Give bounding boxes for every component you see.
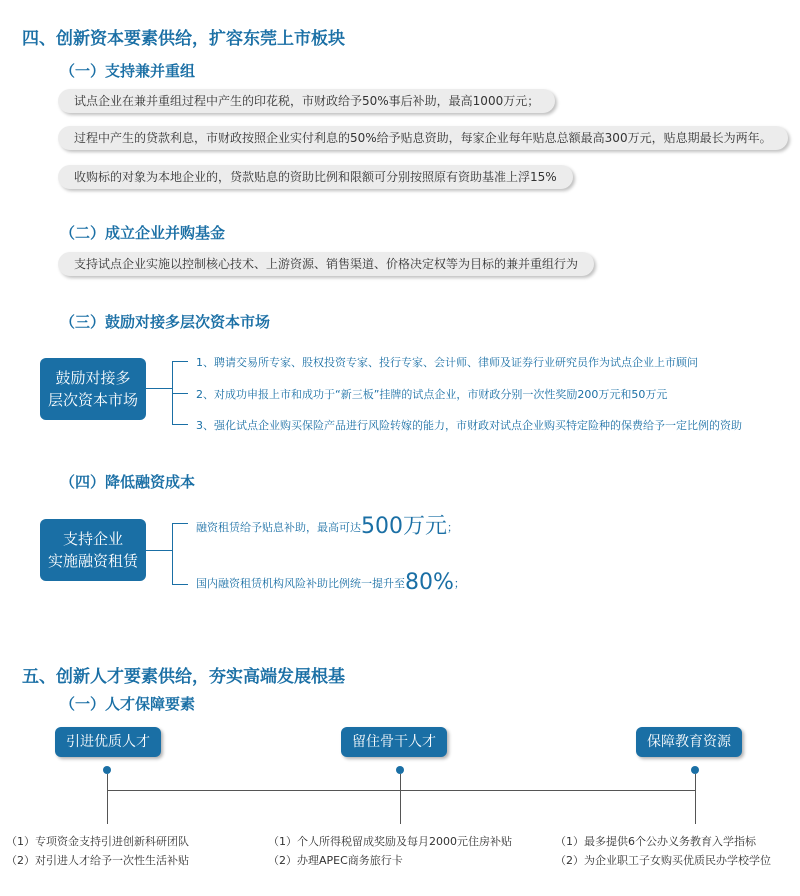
financing-lease-box-line1: 支持企业 — [62, 530, 123, 548]
node-dot — [691, 766, 699, 774]
sub4-item-2-suffix: ； — [453, 577, 465, 590]
section5-title: 五、创新人才要素供给，夯实高端发展根基 — [22, 667, 345, 687]
timeline-drop — [400, 774, 401, 824]
bracket-tick — [172, 361, 188, 362]
section4-title: 四、创新资本要素供给，扩容东莞上市板块 — [22, 29, 345, 49]
sub4-title: （四）降低融资成本 — [60, 473, 196, 491]
node-dot — [103, 766, 111, 774]
sub3-item-2: 2、对成功申报上市和成功于“新三板”挂牌的试点企业，市财政分别一次性奖励200万元和50万元 — [196, 388, 668, 401]
sub3-title: （三）鼓励对接多层次资本市场 — [60, 313, 271, 331]
talent-node-2: 留住骨干人才 — [341, 727, 447, 757]
sub3-item-1: 1、聘请交易所专家、股权投资专家、投行专家、会计师、律师及证券行业研究员作为试点企业上市顾问 — [196, 356, 698, 369]
sub4-item-1-suffix: ； — [447, 521, 458, 534]
node3-note-1: （1）最多提供6个公办义务教育入学指标 — [555, 835, 756, 848]
sub4-item-1-text: 融资租赁给予贴息补助，最高可达 — [196, 521, 361, 534]
sub2-item-1: 支持试点企业实施以控制核心技术、上游资源、销售渠道、价格决定权等为目标的兼并重组行为 — [58, 252, 594, 276]
capital-market-box-line1: 鼓励对接多 — [55, 369, 131, 387]
connector — [146, 550, 172, 551]
bracket-tick — [172, 393, 188, 394]
capital-market-box — [40, 358, 146, 420]
talent-node-1: 引进优质人才 — [55, 727, 161, 757]
capital-market-box-line2: 层次资本市场 — [47, 391, 138, 409]
sub2-title: （二）成立企业并购基金 — [60, 224, 226, 242]
node2-note-1: （1）个人所得税留成奖励及每月2000元住房补贴 — [268, 835, 512, 848]
node-dot — [396, 766, 404, 774]
sub4-item-2-highlight: 80% — [405, 570, 454, 595]
sub3-item-3: 3、强化试点企业购买保险产品进行风险转嫁的能力，市财政对试点企业购买特定险种的保费给予一定比例的资助 — [196, 419, 742, 432]
node1-note-2: （2）对引进人才给予一次性生活补贴 — [6, 854, 189, 867]
node2-note-2: （2）办理APEC商务旅行卡 — [268, 854, 403, 867]
sub4-item-1 — [196, 509, 458, 540]
talent-node-3: 保障教育资源 — [636, 727, 742, 757]
talent-sub-title: （一）人才保障要素 — [60, 695, 196, 713]
bracket-tick — [172, 424, 188, 425]
connector — [146, 388, 172, 389]
timeline-drop — [695, 774, 696, 824]
sub1-item-3: 收购标的对象为本地企业的，贷款贴息的资助比例和限额可分别按照原有资助基准上浮15% — [58, 165, 573, 189]
sub1-title: （一）支持兼并重组 — [60, 62, 196, 80]
bracket-line — [172, 523, 173, 584]
financing-lease-box — [40, 519, 146, 581]
sub4-item-2-text: 国内融资租赁机构风险补助比例统一提升至 — [196, 577, 405, 590]
node3-note-2: （2）为企业职工子女购买优质民办学校学位 — [555, 854, 771, 867]
sub1-item-2: 过程中产生的贷款利息，市财政按照企业实付利息的50%给予贴息资助，每家企业每年贴息总额最高300万元，贴息期最长为两年。 — [58, 126, 788, 150]
timeline-drop — [107, 774, 108, 824]
bracket-tick — [172, 584, 188, 585]
sub4-item-1-highlight: 500万元 — [361, 514, 447, 539]
sub4-item-2 — [196, 570, 465, 595]
timeline-line — [107, 790, 696, 791]
node1-note-1: （1）专项资金支持引进创新科研团队 — [6, 835, 189, 848]
sub1-item-1: 试点企业在兼并重组过程中产生的印花税，市财政给予50%事后补助，最高1000万元； — [58, 89, 555, 113]
bracket-tick — [172, 523, 188, 524]
financing-lease-box-line2: 实施融资租赁 — [47, 552, 138, 570]
